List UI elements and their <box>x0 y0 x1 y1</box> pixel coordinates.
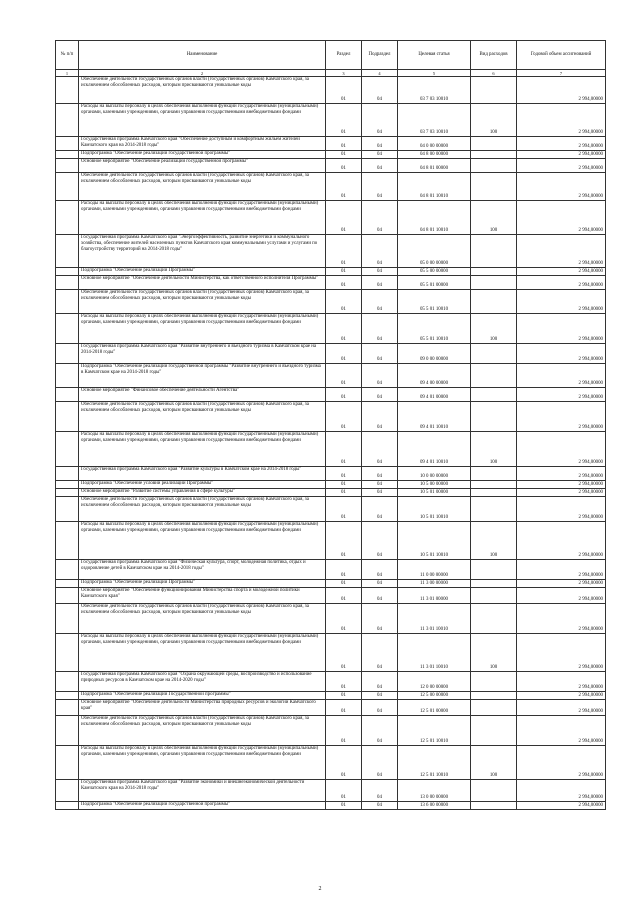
row-target-article-cell: 11 3 01 00000 <box>398 588 471 604</box>
row-expense-type-cell: 100 <box>471 201 517 235</box>
row-name-cell: Обеспечение деятельности государственных органов власти (государственных органов) Камчатского края, за исключением обособленных расходов, которым присваиваются уникальные коды <box>79 77 326 104</box>
row-target-article-cell: 10 5 00 00000 <box>398 481 471 489</box>
row-amount-cell: 2 994,00000 <box>517 173 606 201</box>
row-expense-type-cell: 100 <box>471 746 517 780</box>
row-number-cell <box>56 560 79 580</box>
row-expense-type-cell <box>471 402 517 432</box>
row-number-cell <box>56 364 79 388</box>
row-target-article-cell: 03 7 03 10010 <box>398 77 471 104</box>
row-name-cell: Подпрограмма "Обеспечение реализации государственной программы" <box>79 151 326 159</box>
row-podrazdel-cell: 04 <box>362 364 398 388</box>
row-name-cell: Расходы на выплаты персоналу в целях обеспечения выполнения функций государственными (муниципальными) органами, казенными учреждениями, органами управления государственными внебюджетными фондами <box>79 104 326 137</box>
row-razdel-cell: 01 <box>326 497 362 522</box>
table-row <box>56 151 606 159</box>
row-expense-type-cell <box>471 173 517 201</box>
row-razdel-cell: 01 <box>326 467 362 481</box>
table-row <box>56 364 606 388</box>
row-podrazdel-cell: 04 <box>362 276 398 290</box>
row-expense-type-cell <box>471 588 517 604</box>
row-razdel-cell: 01 <box>326 314 362 344</box>
row-expense-type-cell <box>471 364 517 388</box>
row-amount-cell: 2 994,00000 <box>517 104 606 137</box>
row-amount-cell: 2 994,00000 <box>517 604 606 634</box>
row-amount-cell: 2 994,00000 <box>517 276 606 290</box>
table-row <box>56 467 606 481</box>
table-row <box>56 432 606 467</box>
row-target-article-cell: 09 0 00 00000 <box>398 344 471 364</box>
row-razdel-cell: 01 <box>326 290 362 314</box>
row-amount-cell: 2 994,00000 <box>517 268 606 276</box>
row-podrazdel-cell: 04 <box>362 467 398 481</box>
row-name-cell: Подпрограмма "Обеспечение реализации Программы" <box>79 580 326 588</box>
row-expense-type-cell <box>471 481 517 489</box>
row-amount-cell: 2 994,00000 <box>517 290 606 314</box>
table-row <box>56 173 606 201</box>
column-number: 7 <box>517 70 606 77</box>
table-row <box>56 802 606 810</box>
row-podrazdel-cell: 04 <box>362 159 398 173</box>
column-number: 1 <box>56 70 79 77</box>
row-razdel-cell: 01 <box>326 560 362 580</box>
row-number-cell <box>56 604 79 634</box>
row-name-cell: Расходы на выплаты персоналу в целях обеспечения выполнения функций государственными (муниципальными) органами, казенными учреждениями, органами управления государственными внебюджетными фондами <box>79 634 326 672</box>
row-name-cell: Государственная программа Камчатского края "Физическая культура, спорт, молодежная политика, отдых и оздоровление детей в Камчатском крае на 2014-2018 годы" <box>79 560 326 580</box>
row-podrazdel-cell: 04 <box>362 235 398 268</box>
row-target-article-cell: 05 0 00 00000 <box>398 235 471 268</box>
row-name-cell: Государственная программа Камчатского края "Развитие экономики и внешнеэкономической деятельности Камчатского края на 2014-2018 годы" <box>79 780 326 802</box>
table-row <box>56 580 606 588</box>
row-target-article-cell: 12 0 00 00000 <box>398 672 471 692</box>
table-row <box>56 276 606 290</box>
row-target-article-cell: 12 5 01 00000 <box>398 700 471 716</box>
row-number-cell <box>56 588 79 604</box>
row-number-cell <box>56 201 79 235</box>
row-razdel-cell: 01 <box>326 235 362 268</box>
table-row <box>56 268 606 276</box>
row-expense-type-cell <box>471 290 517 314</box>
table-row <box>56 235 606 268</box>
row-target-article-cell: 05 5 01 10010 <box>398 290 471 314</box>
row-number-cell <box>56 672 79 692</box>
row-podrazdel-cell: 04 <box>362 104 398 137</box>
row-expense-type-cell <box>471 77 517 104</box>
row-expense-type-cell: 100 <box>471 314 517 344</box>
table-row <box>56 780 606 802</box>
row-expense-type-cell <box>471 497 517 522</box>
row-number-cell <box>56 481 79 489</box>
row-expense-type-cell <box>471 780 517 802</box>
row-target-article-cell: 11 3 00 00000 <box>398 580 471 588</box>
row-name-cell: Государственная программа Камчатского края "Энергоэффективность, развитие энергетики и коммунального хозяйства, обеспечение жителей населенных пунктов Камчатского края коммунальными услугами и услугами по благоустройству территорий на 2014-2018 годы" <box>79 235 326 268</box>
row-amount-cell: 2 994,00000 <box>517 364 606 388</box>
row-expense-type-cell <box>471 388 517 402</box>
row-number-cell <box>56 388 79 402</box>
row-razdel-cell: 01 <box>326 201 362 235</box>
row-target-article-cell: 05 5 01 00000 <box>398 276 471 290</box>
row-name-cell: Обеспечение деятельности государственных органов власти (государственных органов) Камчатского края, за исключением обособленных расходов, которым присваиваются уникальные коды <box>79 173 326 201</box>
row-amount-cell: 2 994,00000 <box>517 402 606 432</box>
row-name-cell: Подпрограмма "Обеспечение реализации Государственной программы" <box>79 692 326 700</box>
row-expense-type-cell: 100 <box>471 104 517 137</box>
table-row <box>56 497 606 522</box>
row-name-cell: Подпрограмма "Обеспечение реализации государственной программы" <box>79 802 326 810</box>
row-podrazdel-cell: 04 <box>362 560 398 580</box>
row-target-article-cell: 09 4 01 10010 <box>398 402 471 432</box>
row-number-cell <box>56 716 79 746</box>
row-podrazdel-cell: 04 <box>362 802 398 810</box>
row-expense-type-cell <box>471 489 517 497</box>
row-number-cell <box>56 276 79 290</box>
table-row <box>56 489 606 497</box>
row-expense-type-cell <box>471 276 517 290</box>
row-razdel-cell: 01 <box>326 700 362 716</box>
row-podrazdel-cell: 04 <box>362 432 398 467</box>
table-row <box>56 634 606 672</box>
row-amount-cell: 2 994,00000 <box>517 746 606 780</box>
row-number-cell <box>56 692 79 700</box>
table-row <box>56 77 606 104</box>
table-header-row <box>56 41 606 70</box>
table-row <box>56 604 606 634</box>
row-target-article-cell: 13 6 00 00000 <box>398 802 471 810</box>
row-target-article-cell: 05 5 01 10010 <box>398 314 471 344</box>
row-target-article-cell: 10 0 00 00000 <box>398 467 471 481</box>
row-amount-cell: 2 994,00000 <box>517 560 606 580</box>
row-expense-type-cell <box>471 159 517 173</box>
budget-table <box>55 40 606 810</box>
row-name-cell: Расходы на выплаты персоналу в целях обеспечения выполнения функций государственными (муниципальными) органами, казенными учреждениями, органами управления государственными внебюджетными фондами <box>79 201 326 235</box>
row-amount-cell: 2 994,00000 <box>517 780 606 802</box>
row-podrazdel-cell: 04 <box>362 344 398 364</box>
table-row <box>56 746 606 780</box>
row-target-article-cell: 04 8 01 00000 <box>398 159 471 173</box>
row-amount-cell: 2 994,00000 <box>517 235 606 268</box>
row-number-cell <box>56 77 79 104</box>
row-razdel-cell: 01 <box>326 344 362 364</box>
row-expense-type-cell <box>471 802 517 810</box>
row-podrazdel-cell: 04 <box>362 634 398 672</box>
row-number-cell <box>56 432 79 467</box>
row-razdel-cell: 01 <box>326 716 362 746</box>
row-name-cell: Основное мероприятие "Обеспечение деятельности Министерства природных ресурсов и экологии Камчатского края" <box>79 700 326 716</box>
row-expense-type-cell <box>471 604 517 634</box>
row-name-cell: Обеспечение деятельности государственных органов власти (государственных органов) Камчатского края, за исключением обособленных расходов, которым присваиваются уникальные коды <box>79 402 326 432</box>
row-number-cell <box>56 489 79 497</box>
row-target-article-cell: 12 5 01 10010 <box>398 746 471 780</box>
row-amount-cell: 2 994,00000 <box>517 672 606 692</box>
table-row <box>56 388 606 402</box>
row-podrazdel-cell: 04 <box>362 388 398 402</box>
row-name-cell: Расходы на выплаты персоналу в целях обеспечения выполнения функций государственными (муниципальными) органами, казенными учреждениями, органами управления государственными внебюджетными фондами <box>79 746 326 780</box>
column-number: 3 <box>326 70 362 77</box>
row-podrazdel-cell: 04 <box>362 604 398 634</box>
row-razdel-cell: 01 <box>326 104 362 137</box>
table-row <box>56 159 606 173</box>
header-expense-type: Вид расходов <box>471 41 517 70</box>
row-expense-type-cell <box>471 344 517 364</box>
row-amount-cell: 2 994,00000 <box>517 497 606 522</box>
row-amount-cell: 2 994,00000 <box>517 580 606 588</box>
row-target-article-cell: 10 5 01 10010 <box>398 497 471 522</box>
table-row <box>56 560 606 580</box>
row-podrazdel-cell: 04 <box>362 522 398 560</box>
table-row <box>56 290 606 314</box>
row-expense-type-cell: 100 <box>471 432 517 467</box>
row-razdel-cell: 01 <box>326 634 362 672</box>
row-target-article-cell: 04 0 00 00000 <box>398 137 471 151</box>
row-expense-type-cell: 100 <box>471 522 517 560</box>
table-row <box>56 402 606 432</box>
column-number: 2 <box>79 70 326 77</box>
row-name-cell: Обеспечение деятельности государственных органов власти (государственных органов) Камчатского края, за исключением обособленных расходов, которым присваиваются уникальные коды <box>79 716 326 746</box>
row-podrazdel-cell: 04 <box>362 402 398 432</box>
column-number: 4 <box>362 70 398 77</box>
table-row <box>56 522 606 560</box>
row-target-article-cell: 03 7 03 10010 <box>398 104 471 137</box>
row-amount-cell: 2 994,00000 <box>517 522 606 560</box>
row-expense-type-cell <box>471 235 517 268</box>
row-target-article-cell: 04 8 00 00000 <box>398 151 471 159</box>
row-name-cell: Подпрограмма "Обеспечение условий реализации Программы" <box>79 481 326 489</box>
row-razdel-cell: 01 <box>326 173 362 201</box>
column-number: 6 <box>471 70 517 77</box>
row-name-cell: Подпрограмма "Обеспечение реализации Программы" <box>79 268 326 276</box>
row-razdel-cell: 01 <box>326 268 362 276</box>
row-podrazdel-cell: 04 <box>362 290 398 314</box>
row-target-article-cell: 13 0 00 00000 <box>398 780 471 802</box>
row-number-cell <box>56 137 79 151</box>
row-amount-cell: 2 994,00000 <box>517 489 606 497</box>
row-razdel-cell: 01 <box>326 672 362 692</box>
header-razdel: Раздел <box>326 41 362 70</box>
row-number-cell <box>56 700 79 716</box>
row-amount-cell: 2 994,00000 <box>517 716 606 746</box>
row-number-cell <box>56 802 79 810</box>
row-amount-cell: 2 994,00000 <box>517 588 606 604</box>
row-name-cell: Расходы на выплаты персоналу в целях обеспечения выполнения функций государственными (муниципальными) органами, казенными учреждениями, органами управления государственными внебюджетными фондами <box>79 522 326 560</box>
header-num: № п/п <box>56 41 79 70</box>
row-amount-cell: 2 994,00000 <box>517 344 606 364</box>
row-name-cell: Основное мероприятие "Развитие системы управления в сфере культуры" <box>79 489 326 497</box>
row-number-cell <box>56 344 79 364</box>
row-razdel-cell: 01 <box>326 388 362 402</box>
row-amount-cell: 2 994,00000 <box>517 700 606 716</box>
header-name: Наименование <box>79 41 326 70</box>
row-podrazdel-cell: 04 <box>362 268 398 276</box>
table-row <box>56 588 606 604</box>
table-row <box>56 314 606 344</box>
row-podrazdel-cell: 04 <box>362 672 398 692</box>
row-name-cell: Основное мероприятие "Обеспечение функционирования Министерства спорта и молодежной политики Камчатского края" <box>79 588 326 604</box>
row-podrazdel-cell: 04 <box>362 692 398 700</box>
row-target-article-cell: 10 5 01 10010 <box>398 522 471 560</box>
row-podrazdel-cell: 04 <box>362 489 398 497</box>
table-body <box>56 77 606 810</box>
row-target-article-cell: 09 4 01 10010 <box>398 432 471 467</box>
row-podrazdel-cell: 04 <box>362 201 398 235</box>
row-razdel-cell: 01 <box>326 580 362 588</box>
row-number-cell <box>56 159 79 173</box>
table-row <box>56 716 606 746</box>
row-name-cell: Обеспечение деятельности государственных органов власти (государственных органов) Камчатского края, за исключением обособленных расходов, которым присваиваются уникальные коды <box>79 604 326 634</box>
row-razdel-cell: 01 <box>326 522 362 560</box>
table-row <box>56 481 606 489</box>
header-podrazdel: Подраздел <box>362 41 398 70</box>
row-podrazdel-cell: 04 <box>362 746 398 780</box>
row-name-cell: Государственная программа Камчатского края "Охрана окружающей среды, воспроизводство и использование природных ресурсов в Камчатском крае на 2014-2020 годы" <box>79 672 326 692</box>
row-target-article-cell: 12 5 00 00000 <box>398 692 471 700</box>
row-expense-type-cell: 100 <box>471 634 517 672</box>
table-row <box>56 137 606 151</box>
row-amount-cell: 2 994,00000 <box>517 634 606 672</box>
header-annual-amount: Годовой объем ассигнований <box>517 41 606 70</box>
row-razdel-cell: 01 <box>326 604 362 634</box>
row-razdel-cell: 01 <box>326 588 362 604</box>
row-amount-cell: 2 994,00000 <box>517 137 606 151</box>
row-amount-cell: 2 994,00000 <box>517 432 606 467</box>
table-row <box>56 201 606 235</box>
row-expense-type-cell <box>471 467 517 481</box>
row-number-cell <box>56 104 79 137</box>
row-number-cell <box>56 290 79 314</box>
row-name-cell: Государственная программа Камчатского края "Развитие культуры в Камчатском крае на 2014-2018 годы" <box>79 467 326 481</box>
row-number-cell <box>56 522 79 560</box>
row-podrazdel-cell: 04 <box>362 497 398 522</box>
row-target-article-cell: 09 4 01 00000 <box>398 388 471 402</box>
row-target-article-cell: 11 3 01 10010 <box>398 634 471 672</box>
row-expense-type-cell <box>471 151 517 159</box>
row-expense-type-cell <box>471 137 517 151</box>
row-name-cell: Государственная программа Камчатского края "Развитие внутреннего и въездного туризма в Камчатском крае на 2014-2018 годы" <box>79 344 326 364</box>
row-podrazdel-cell: 04 <box>362 151 398 159</box>
row-expense-type-cell <box>471 700 517 716</box>
row-target-article-cell: 04 8 01 10010 <box>398 173 471 201</box>
row-target-article-cell: 05 5 00 00000 <box>398 268 471 276</box>
table-row <box>56 700 606 716</box>
row-razdel-cell: 01 <box>326 276 362 290</box>
table-row <box>56 344 606 364</box>
row-name-cell: Основное мероприятие "Обеспечение реализации государственной программы" <box>79 159 326 173</box>
row-razdel-cell: 01 <box>326 692 362 700</box>
row-amount-cell: 2 994,00000 <box>517 314 606 344</box>
row-expense-type-cell <box>471 672 517 692</box>
row-amount-cell: 2 994,00000 <box>517 467 606 481</box>
row-name-cell: Обеспечение деятельности государственных органов власти (государственных органов) Камчатского края, за исключением обособленных расходов, которым присваиваются уникальные коды <box>79 290 326 314</box>
row-number-cell <box>56 780 79 802</box>
row-razdel-cell: 01 <box>326 746 362 780</box>
row-amount-cell: 2 994,00000 <box>517 692 606 700</box>
row-podrazdel-cell: 04 <box>362 173 398 201</box>
table-row <box>56 692 606 700</box>
row-number-cell <box>56 268 79 276</box>
row-razdel-cell: 01 <box>326 780 362 802</box>
row-number-cell <box>56 580 79 588</box>
row-amount-cell: 2 994,00000 <box>517 481 606 489</box>
row-amount-cell: 2 994,00000 <box>517 77 606 104</box>
row-amount-cell: 2 994,00000 <box>517 388 606 402</box>
row-number-cell <box>56 634 79 672</box>
row-name-cell: Обеспечение деятельности государственных органов власти (государственных органов) Камчатского края, за исключением обособленных расходов, которым присваиваются уникальные коды <box>79 497 326 522</box>
row-name-cell: Расходы на выплаты персоналу в целях обеспечения выполнения функций государственными (муниципальными) органами, казенными учреждениями, органами управления государственными внебюджетными фондами <box>79 432 326 467</box>
row-amount-cell: 2 994,00000 <box>517 159 606 173</box>
row-number-cell <box>56 151 79 159</box>
row-razdel-cell: 01 <box>326 151 362 159</box>
row-expense-type-cell <box>471 692 517 700</box>
row-razdel-cell: 01 <box>326 489 362 497</box>
row-amount-cell: 2 994,00000 <box>517 151 606 159</box>
row-razdel-cell: 01 <box>326 159 362 173</box>
row-razdel-cell: 01 <box>326 432 362 467</box>
row-expense-type-cell <box>471 716 517 746</box>
row-number-cell <box>56 402 79 432</box>
row-target-article-cell: 10 5 01 00000 <box>398 489 471 497</box>
row-podrazdel-cell: 04 <box>362 700 398 716</box>
row-razdel-cell: 01 <box>326 481 362 489</box>
column-number: 5 <box>398 70 471 77</box>
row-name-cell: Подпрограмма "Обеспечение реализации государственной программы "Развитие внутреннего и въездного туризма в Камчатском крае на 2014-2018 годы" <box>79 364 326 388</box>
row-razdel-cell: 01 <box>326 137 362 151</box>
row-number-cell <box>56 314 79 344</box>
row-podrazdel-cell: 04 <box>362 77 398 104</box>
table-row <box>56 104 606 137</box>
row-number-cell <box>56 746 79 780</box>
row-amount-cell: 2 994,00000 <box>517 802 606 810</box>
row-target-article-cell: 09 4 00 00000 <box>398 364 471 388</box>
row-podrazdel-cell: 04 <box>362 481 398 489</box>
row-podrazdel-cell: 04 <box>362 580 398 588</box>
row-name-cell: Основное мероприятие "Обеспечение деятельности Министерства, как ответственного исполнителя Программы" <box>79 276 326 290</box>
page-number: 2 <box>318 886 322 892</box>
row-podrazdel-cell: 04 <box>362 716 398 746</box>
row-razdel-cell: 01 <box>326 364 362 388</box>
row-expense-type-cell <box>471 560 517 580</box>
row-number-cell <box>56 497 79 522</box>
header-target-article: Целевая статья <box>398 41 471 70</box>
row-name-cell: Расходы на выплаты персоналу в целях обеспечения выполнения функций государственными (муниципальными) органами, казенными учреждениями, органами управления государственными внебюджетными фондами <box>79 314 326 344</box>
row-number-cell <box>56 235 79 268</box>
row-podrazdel-cell: 04 <box>362 314 398 344</box>
row-target-article-cell: 11 3 01 10010 <box>398 604 471 634</box>
row-podrazdel-cell: 04 <box>362 137 398 151</box>
row-podrazdel-cell: 04 <box>362 588 398 604</box>
column-number-row <box>56 70 606 77</box>
table-row <box>56 672 606 692</box>
row-razdel-cell: 01 <box>326 802 362 810</box>
row-podrazdel-cell: 04 <box>362 780 398 802</box>
row-expense-type-cell <box>471 580 517 588</box>
row-razdel-cell: 01 <box>326 77 362 104</box>
row-number-cell <box>56 173 79 201</box>
row-amount-cell: 2 994,00000 <box>517 201 606 235</box>
row-target-article-cell: 04 8 01 10010 <box>398 201 471 235</box>
row-target-article-cell: 11 0 00 00000 <box>398 560 471 580</box>
row-number-cell <box>56 467 79 481</box>
row-target-article-cell: 12 5 01 10010 <box>398 716 471 746</box>
row-name-cell: Государственная программа Камчатского края "Обеспечение доступным и комфортным жильем жителей Камчатского края на 2014-2018 годы" <box>79 137 326 151</box>
row-expense-type-cell <box>471 268 517 276</box>
row-name-cell: Основное мероприятие "Финансовое обеспечение деятельности Агентства" <box>79 388 326 402</box>
row-razdel-cell: 01 <box>326 402 362 432</box>
